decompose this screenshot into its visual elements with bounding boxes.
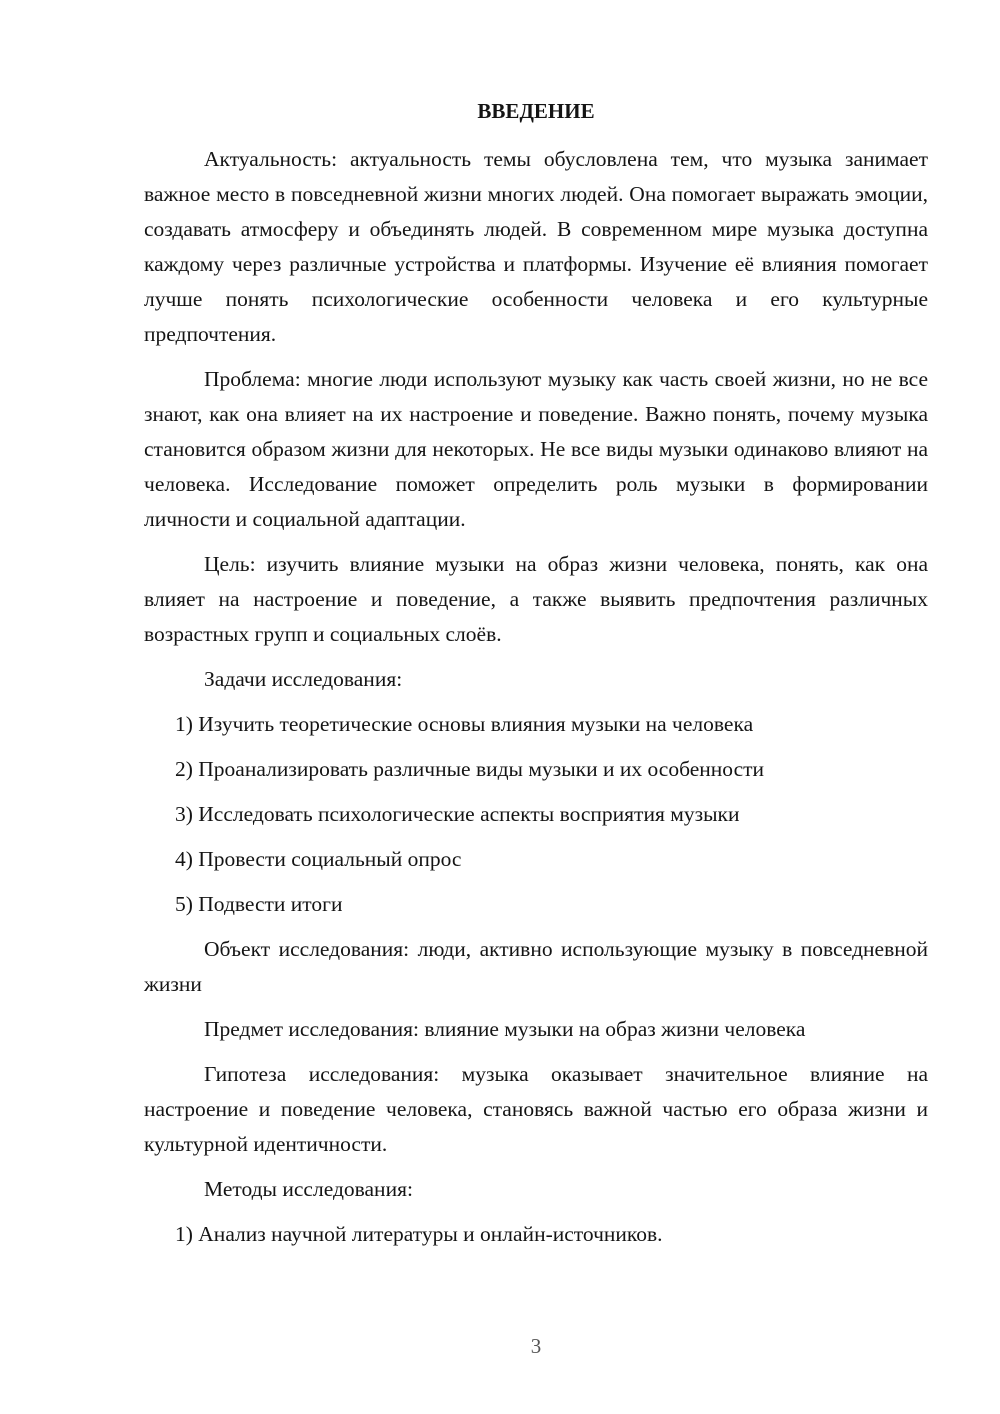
object-paragraph: Объект исследования: люди, активно использующие музыку в повседневной жизни	[144, 937, 928, 996]
tasks-title: Задачи исследования:	[204, 667, 403, 691]
page-heading: ВВЕДЕНИЕ	[477, 99, 595, 123]
task-item: 1) Изучить теоретические основы влияния музыки на человека	[175, 712, 754, 736]
task-item: 3) Исследовать психологические аспекты восприятия музыки	[175, 802, 740, 826]
methods-title: Методы исследования:	[204, 1177, 413, 1201]
subject-paragraph: Предмет исследования: влияние музыки на образ жизни человека	[204, 1017, 806, 1041]
relevance-paragraph: Актуальность: актуальность темы обусловлена тем, что музыка занимает важное место в повседневной жизни многих людей. Она помогает выражать эмоции, создавать атмосферу и объединять людей. В современном мире музыка доступна каждому через различные устройства и платформы. Изучение её влияния помогает лучше понять психологические особенности человека и его культурные предпочтения.	[144, 147, 928, 346]
body-text	[144, 142, 928, 1262]
method-item: 1) Анализ научной литературы и онлайн-источников.	[175, 1222, 663, 1246]
task-item: 2) Проанализировать различные виды музыки и их особенности	[175, 757, 765, 781]
goal-paragraph: Цель: изучить влияние музыки на образ жизни человека, понять, как она влияет на настроение и поведение, а также выявить предпочтения различных возрастных групп и социальных слоёв.	[144, 552, 928, 646]
task-item: 5) Подвести итоги	[175, 892, 343, 916]
task-item: 4) Провести социальный опрос	[175, 847, 462, 871]
hypothesis-paragraph: Гипотеза исследования: музыка оказывает значительное влияние на настроение и поведение человека, становясь важной частью его образа жизни и культурной идентичности.	[144, 1062, 928, 1156]
page-number: 3	[530, 1334, 542, 1358]
problem-paragraph: Проблема: многие люди используют музыку как часть своей жизни, но не все знают, как она влияет на их настроение и поведение. Важно понять, почему музыка становится образом жизни для некоторых. Не все виды музыки одинаково влияют на человека. Исследование поможет определить роль музыки в формировании личности и социальной адаптации.	[144, 367, 928, 531]
